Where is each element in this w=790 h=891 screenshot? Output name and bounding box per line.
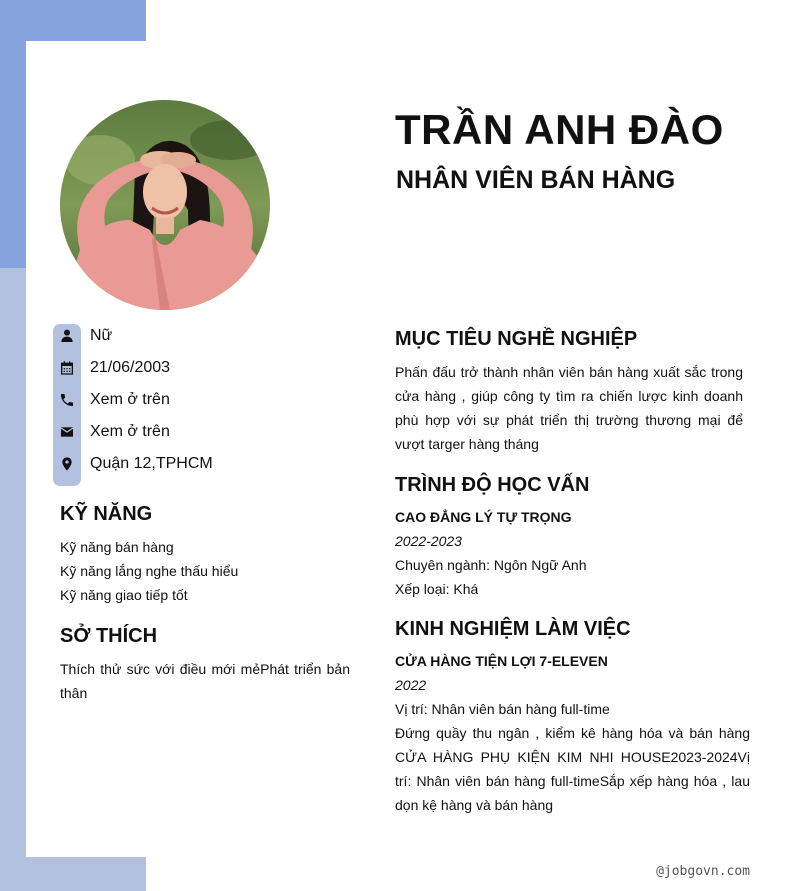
experience-position: Vị trí: Nhân viên bán hàng full-time — [395, 701, 610, 717]
education-years: 2022-2023 — [395, 533, 462, 549]
phone-icon — [53, 386, 81, 414]
contact-address — [53, 450, 353, 478]
skills-list — [60, 535, 350, 607]
job-title: NHÂN VIÊN BÁN HÀNG — [396, 166, 676, 194]
contact-birthdate-text: 21/06/2003 — [90, 359, 171, 376]
experience-description: Đứng quầy thu ngân , kiểm kê hàng hóa và bán hàng CỬA HÀNG PHỤ KIỆN KIM NHI HOUSE2023-2024Vị trí: Nhân viên bán hàng full-timeSắp xếp hàng hóa , lau dọn kệ hàng và bán hàng — [395, 725, 750, 813]
hobbies-heading: SỞ THÍCH — [60, 625, 158, 647]
contact-address-text: Quận 12,TPHCM — [90, 455, 213, 472]
objective-section — [395, 360, 743, 456]
hobbies-section — [60, 657, 350, 705]
education-section — [395, 505, 750, 601]
contact-phone-text: Xem ở trên — [90, 391, 170, 408]
contact-gender — [53, 322, 353, 350]
skill-item: Kỹ năng bán hàng — [60, 539, 174, 555]
education-major: Chuyên ngành: Ngôn Ngữ Anh — [395, 557, 587, 573]
objective-text: Phấn đấu trở thành nhân viên bán hàng xuất sắc trong cửa hàng , giúp công ty tìm ra chiến lược kinh doanh phù hợp với sự phát triển thị trường thương mại để vượt targer hàng tháng — [395, 364, 743, 452]
profile-photo — [60, 100, 270, 310]
contact-phone — [53, 386, 353, 414]
objective-heading: MỤC TIÊU NGHỀ NGHIỆP — [395, 328, 638, 350]
mail-icon — [53, 418, 81, 446]
contact-email — [53, 418, 353, 446]
experience-section — [395, 649, 750, 817]
education-heading: TRÌNH ĐỘ HỌC VẤN — [395, 474, 590, 496]
hobbies-text: Thích thử sức với điều mới mẻPhát triển bản thân — [60, 661, 350, 701]
skills-heading: KỸ NĂNG — [60, 503, 153, 525]
contact-email-text: Xem ở trên — [90, 423, 170, 440]
experience-heading: KINH NGHIỆM LÀM VIỆC — [395, 618, 631, 640]
experience-company: CỬA HÀNG TIỆN LỢI 7-ELEVEN — [395, 653, 608, 669]
education-school: CAO ĐẲNG LÝ TỰ TRỌNG — [395, 509, 572, 525]
location-pin-icon — [53, 450, 81, 478]
person-icon — [53, 322, 81, 350]
candidate-name: TRẦN ANH ĐÀO — [395, 106, 724, 153]
contact-gender-text: Nữ — [90, 327, 113, 344]
skill-item: Kỹ năng lắng nghe thấu hiểu — [60, 563, 239, 579]
calendar-icon — [53, 354, 81, 382]
footer-watermark: @jobgovn.com — [656, 864, 750, 879]
experience-year: 2022 — [395, 677, 427, 693]
skill-item: Kỹ năng giao tiếp tốt — [60, 587, 188, 603]
contact-birthdate — [53, 354, 353, 382]
education-grade: Xếp loại: Khá — [395, 581, 479, 597]
